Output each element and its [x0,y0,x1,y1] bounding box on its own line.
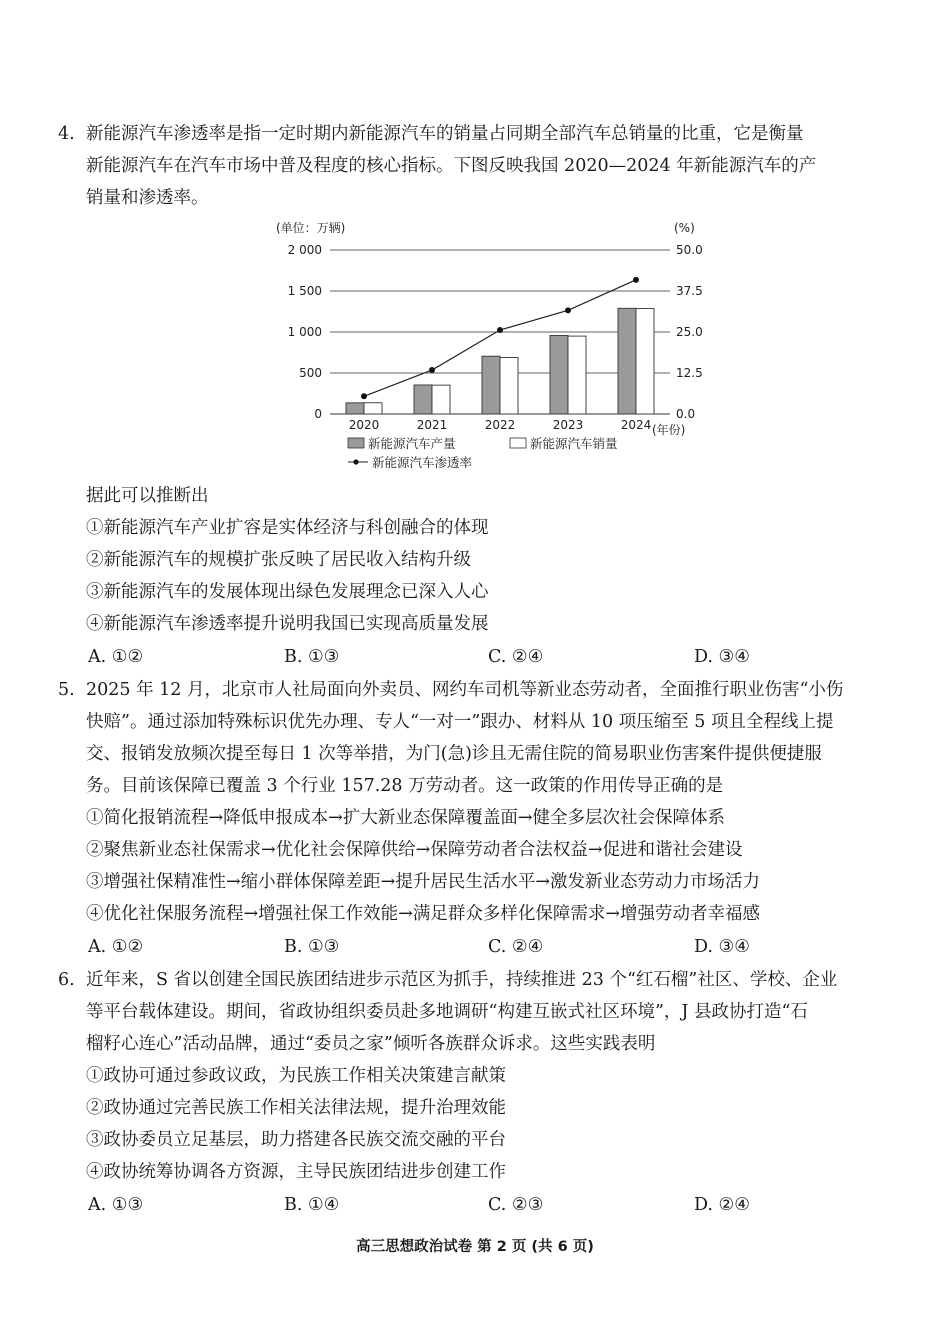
penetration-point [497,327,503,333]
penetration-point [633,277,639,283]
question-4-lead: 据此可以推断出 [86,486,209,506]
question-4-options [58,640,898,674]
question-4 [58,118,898,214]
x-tick-label: 2023 [552,418,584,432]
statement-item: ④新能源汽车渗透率提升说明我国已实现高质量发展 [86,614,489,634]
option-a[interactable]: A. ①③ [88,1195,144,1215]
bar-production [346,403,364,414]
penetration-point [429,367,435,373]
chart-bars [346,308,654,414]
option-c[interactable]: C. ②④ [488,647,544,667]
legend-sales-swatch [510,438,526,448]
option-b[interactable]: B. ①③ [284,647,340,667]
question-5-line-1: 5. 2025 年 12 月，北京市人社局面向外卖员、网约车司机等新业态劳动者，全面推行职业伤害“小伤 [58,674,898,706]
penetration-point [361,393,367,399]
left-tick-label: 1 000 [287,325,322,339]
bar-sales [500,358,518,414]
option-b[interactable]: B. ①③ [284,937,340,957]
x-tick-label: 2024 [620,418,652,432]
statement-item: ③增强社保精准性→缩小群体保障差距→提升居民生活水平→激发新业态劳动力市场活力 [86,872,760,892]
left-tick-label: 0 [314,407,322,421]
question-6 [58,964,898,1222]
question-5-line-2: 快赔”。通过添加特殊标识优先办理、专人“一对一”跟办、材料从 10 项压缩至 5 项且全程线上提 [86,712,834,732]
left-tick-label: 500 [299,366,322,380]
bar-sales [364,403,382,414]
left-tick-label: 2 000 [287,243,322,257]
statement-item: ③政协委员立足基层，助力搭建各民族交流交融的平台 [86,1130,506,1150]
question-5-number: 5. [58,680,75,700]
statement-item: ②政协通过完善民族工作相关法律法规，提升治理效能 [86,1098,506,1118]
option-b[interactable]: B. ①④ [284,1195,340,1215]
statement-item: ①简化报销流程→降低申报成本→扩大新业态保障覆盖面→健全多层次社会保障体系 [86,808,725,828]
option-c[interactable]: C. ②③ [488,1195,544,1215]
right-tick-label: 37.5 [676,284,703,298]
x-axis-unit: (年份) [652,423,686,437]
statement-item: ①新能源汽车产业扩容是实体经济与科创融合的体现 [86,518,489,538]
nev-chart-svg [270,218,710,480]
penetration-point [565,307,571,313]
x-tick-label: 2022 [484,418,516,432]
question-5 [58,674,898,964]
bar-production [414,385,432,414]
option-d[interactable]: D. ③④ [694,647,750,667]
option-d[interactable]: D. ③④ [694,937,750,957]
x-tick-label: 2020 [348,418,380,432]
question-5-line-4: 务。目前该保障已覆盖 3 个行业 157.28 万劳动者。这一政策的作用传导正确的是 [86,776,724,796]
right-tick-label: 50.0 [676,243,703,257]
question-4-body [58,480,898,674]
option-a[interactable]: A. ①② [88,937,144,957]
question-5-line-3: 交、报销发放频次提至每日 1 次等举措，为门(急)诊且无需住院的简易职业伤害案件提供便捷服 [86,744,822,764]
right-tick-label: 25.0 [676,325,703,339]
right-tick-label: 12.5 [676,366,703,380]
option-c[interactable]: C. ②④ [488,937,544,957]
statement-item: ②新能源汽车的规模扩张反映了居民收入结构升级 [86,550,471,570]
question-4-line-2: 新能源汽车在汽车市场中普及程度的核心指标。下图反映我国 2020—2024 年新能源汽车的产 [86,156,817,176]
statement-item: ③新能源汽车的发展体现出绿色发展理念已深入人心 [86,582,489,602]
statement-item: ④政协统筹协调各方资源，主导民族团结进步创建工作 [86,1162,506,1182]
question-6-line-1: 6. 近年来，S 省以创建全国民族团结进步示范区为抓手，持续推进 23 个“红石榴”社区、学校、企业 [58,964,898,996]
right-axis-label: (%) [674,221,695,235]
legend-production-swatch [348,438,364,448]
question-6-options [58,1188,898,1222]
nev-chart [270,218,710,480]
question-5-options [58,930,898,964]
statement-item: ④优化社保服务流程→增强社保工作效能→满足群众多样化保障需求→增强劳动者幸福感 [86,904,760,924]
question-4-line-1: 4. 新能源汽车渗透率是指一定时期内新能源汽车的销量占同期全部汽车总销量的比重，它是衡量 [58,118,898,150]
legend-line-marker [353,459,358,464]
option-a[interactable]: A. ①② [88,647,144,667]
bar-sales [568,336,586,414]
x-tick-label: 2021 [416,418,448,432]
option-d[interactable]: D. ②④ [694,1195,750,1215]
bar-sales [636,308,654,414]
legend-sales-label: 新能源汽车销量 [530,436,618,451]
question-6-line-3: 榴籽心连心”活动品牌，通过“委员之家”倾听各族群众诉求。这些实践表明 [86,1034,656,1054]
left-tick-label: 1 500 [287,284,322,298]
bar-sales [432,385,450,414]
statement-item: ②聚焦新业态社保需求→优化社会保障供给→保障劳动者合法权益→促进和谐社会建设 [86,840,743,860]
right-tick-label: 0.0 [676,407,696,421]
legend-line-label: 新能源汽车渗透率 [372,455,473,470]
question-6-number: 6. [58,970,75,990]
page-footer: 高三思想政治试卷 第 2 页 (共 6 页) [356,1239,594,1255]
bar-production [482,356,500,414]
question-6-line-2: 等平台载体建设。期间，省政协组织委员赴多地调研“构建互嵌式社区环境”，J 县政协打造“石 [86,1002,808,1022]
question-4-number: 4. [58,124,75,144]
bar-production [550,335,568,414]
legend-production-label: 新能源汽车产量 [368,436,456,451]
left-axis-label: (单位：万辆) [276,221,346,235]
statement-item: ①政协可通过参政议政，为民族工作相关决策建言献策 [86,1066,506,1086]
question-4-line-3: 销量和渗透率。 [86,188,209,208]
bar-production [618,308,636,414]
